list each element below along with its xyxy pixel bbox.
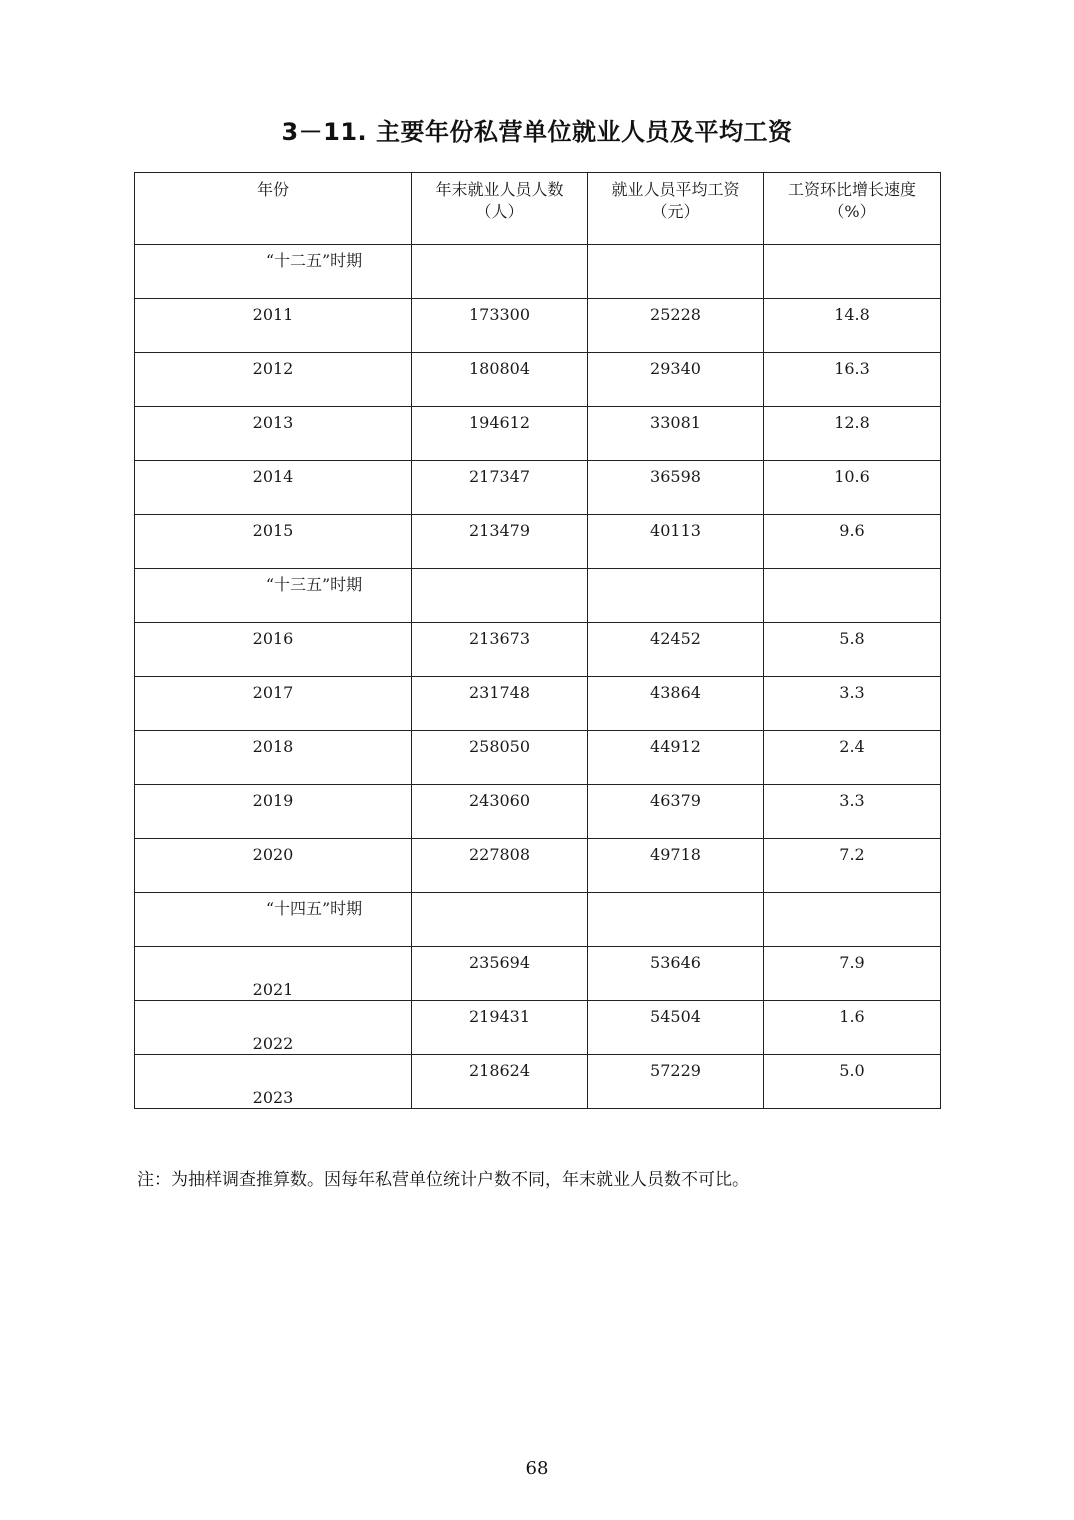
cell-year: 2015 bbox=[135, 515, 412, 569]
cell-wage: 29340 bbox=[588, 353, 764, 407]
cell-wage: 53646 bbox=[588, 947, 764, 1001]
cell-growth: 1.6 bbox=[764, 1001, 941, 1055]
cell-employees: 235694 bbox=[412, 947, 588, 1001]
table-row bbox=[135, 1001, 941, 1055]
table-row bbox=[135, 461, 941, 515]
cell-growth: 14.8 bbox=[764, 299, 941, 353]
cell-wage: 40113 bbox=[588, 515, 764, 569]
table-row bbox=[135, 677, 941, 731]
cell-year: 2019 bbox=[135, 785, 412, 839]
cell-growth bbox=[764, 569, 941, 623]
cell-year: 2014 bbox=[135, 461, 412, 515]
cell-year: 2020 bbox=[135, 839, 412, 893]
private-employment-wage-table bbox=[134, 172, 941, 1109]
page-number: 68 bbox=[525, 1458, 549, 1479]
cell-growth: 7.2 bbox=[764, 839, 941, 893]
cell-wage: 54504 bbox=[588, 1001, 764, 1055]
cell-growth: 9.6 bbox=[764, 515, 941, 569]
period-header-row bbox=[135, 893, 941, 947]
cell-year: 2017 bbox=[135, 677, 412, 731]
cell-employees: 180804 bbox=[412, 353, 588, 407]
header-year-label: 年份 bbox=[256, 180, 289, 199]
cell-employees: 243060 bbox=[412, 785, 588, 839]
header-employees bbox=[412, 173, 588, 245]
cell-year: 2022 bbox=[135, 1001, 412, 1055]
cell-employees bbox=[412, 569, 588, 623]
table-row bbox=[135, 947, 941, 1001]
cell-employees: 231748 bbox=[412, 677, 588, 731]
cell-wage bbox=[588, 569, 764, 623]
cell-growth: 5.8 bbox=[764, 623, 941, 677]
header-growth-unit: （%） bbox=[828, 202, 876, 221]
table-row bbox=[135, 785, 941, 839]
cell-wage: 25228 bbox=[588, 299, 764, 353]
header-growth-label: 工资环比增长速度 bbox=[787, 180, 916, 199]
cell-wage: 46379 bbox=[588, 785, 764, 839]
cell-wage bbox=[588, 245, 764, 299]
table-row bbox=[135, 1055, 941, 1109]
cell-year: 2021 bbox=[135, 947, 412, 1001]
header-wage-label: 就业人员平均工资 bbox=[611, 180, 740, 199]
cell-wage: 43864 bbox=[588, 677, 764, 731]
header-growth bbox=[764, 173, 941, 245]
header-employees-unit: （人） bbox=[475, 202, 524, 221]
cell-wage: 36598 bbox=[588, 461, 764, 515]
table-row bbox=[135, 515, 941, 569]
cell-employees bbox=[412, 245, 588, 299]
table-row bbox=[135, 407, 941, 461]
cell-employees: 217347 bbox=[412, 461, 588, 515]
cell-year: 2011 bbox=[135, 299, 412, 353]
cell-year: 2023 bbox=[135, 1055, 412, 1109]
cell-growth: 2.4 bbox=[764, 731, 941, 785]
table-row bbox=[135, 731, 941, 785]
cell-growth: 16.3 bbox=[764, 353, 941, 407]
table-body bbox=[135, 245, 941, 1109]
cell-employees: 219431 bbox=[412, 1001, 588, 1055]
header-wage bbox=[588, 173, 764, 245]
table-row bbox=[135, 839, 941, 893]
table-footnote: 注：为抽样调查推算数。因每年私营单位统计户数不同，年末就业人员数不可比。 bbox=[137, 1170, 749, 1190]
cell-employees: 227808 bbox=[412, 839, 588, 893]
header-employees-label: 年末就业人员人数 bbox=[435, 180, 564, 199]
cell-employees: 218624 bbox=[412, 1055, 588, 1109]
cell-growth bbox=[764, 893, 941, 947]
cell-wage: 42452 bbox=[588, 623, 764, 677]
period-header-row bbox=[135, 569, 941, 623]
header-year bbox=[135, 173, 412, 245]
cell-wage: 57229 bbox=[588, 1055, 764, 1109]
cell-growth bbox=[764, 245, 941, 299]
cell-year: 2012 bbox=[135, 353, 412, 407]
table-row bbox=[135, 353, 941, 407]
cell-employees bbox=[412, 893, 588, 947]
cell-year: 2018 bbox=[135, 731, 412, 785]
header-wage-unit: （元） bbox=[651, 202, 700, 221]
cell-growth: 12.8 bbox=[764, 407, 941, 461]
cell-wage: 33081 bbox=[588, 407, 764, 461]
cell-employees: 194612 bbox=[412, 407, 588, 461]
cell-wage: 44912 bbox=[588, 731, 764, 785]
cell-employees: 173300 bbox=[412, 299, 588, 353]
cell-year: 2016 bbox=[135, 623, 412, 677]
cell-growth: 7.9 bbox=[764, 947, 941, 1001]
cell-growth: 10.6 bbox=[764, 461, 941, 515]
cell-employees: 213479 bbox=[412, 515, 588, 569]
cell-year: “十二五”时期 bbox=[135, 245, 412, 299]
cell-year: 2013 bbox=[135, 407, 412, 461]
cell-growth: 3.3 bbox=[764, 785, 941, 839]
table-row bbox=[135, 623, 941, 677]
cell-year: “十三五”时期 bbox=[135, 569, 412, 623]
cell-employees: 258050 bbox=[412, 731, 588, 785]
cell-growth: 3.3 bbox=[764, 677, 941, 731]
table-row bbox=[135, 299, 941, 353]
cell-wage: 49718 bbox=[588, 839, 764, 893]
page-title: 3－11. 主要年份私营单位就业人员及平均工资 bbox=[281, 118, 793, 146]
cell-employees: 213673 bbox=[412, 623, 588, 677]
period-header-row bbox=[135, 245, 941, 299]
table-header-row bbox=[135, 173, 941, 245]
cell-growth: 5.0 bbox=[764, 1055, 941, 1109]
cell-year: “十四五”时期 bbox=[135, 893, 412, 947]
cell-wage bbox=[588, 893, 764, 947]
